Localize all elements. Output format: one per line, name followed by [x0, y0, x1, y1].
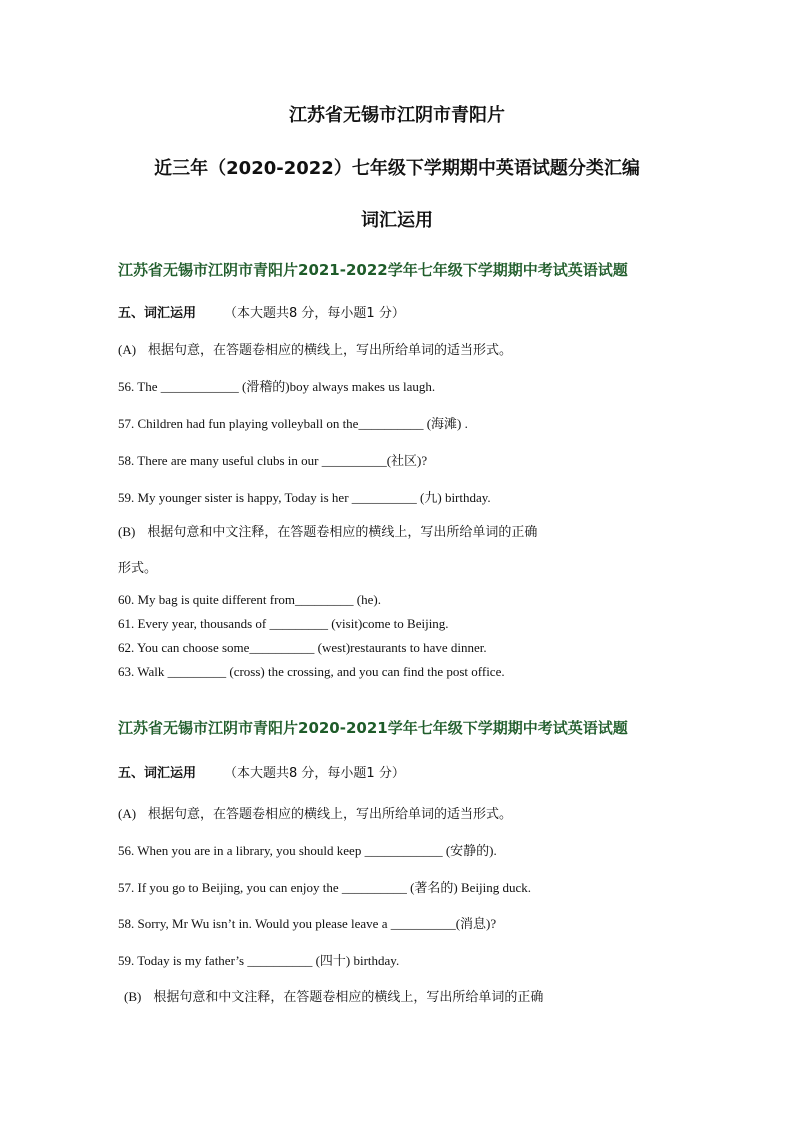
document-title-line2: 近三年（2020-2022）七年级下学期期中英语试题分类汇编 — [154, 158, 640, 179]
section2-part-title: 五、词汇运用 — [118, 766, 197, 781]
section1-a-text: 根据句意，在答题卷相应的横线上，写出所给单词的适当形式。 — [148, 343, 513, 358]
section1-question-57: 57. Children had fun playing volleyball on the__________ (海滩) . — [118, 416, 468, 431]
document-title-line3: 词汇运用 — [361, 210, 433, 231]
section1-question-63: 63. Walk _________ (cross) the crossing, and you can find the post office. — [118, 664, 505, 679]
document-title-line1: 江苏省无锡市江阴市青阳片 — [289, 105, 505, 126]
section2-part-note: （本大题共8 分，每小题1 分） — [224, 766, 405, 781]
section1-question-61: 61. Every year, thousands of _________ (visit)come to Beijing. — [118, 616, 449, 631]
section2-instruction-a — [118, 803, 512, 822]
section2-question-59: 59. Today is my father’s __________ (四十) birthday. — [118, 953, 400, 968]
section1-question-59: 59. My younger sister is happy, Today is her __________ (九) birthday. — [118, 490, 491, 505]
section2-a-text: 根据句意，在答题卷相应的横线上，写出所给单词的适当形式。 — [148, 807, 513, 822]
section2-question-57: 57. If you go to Beijing, you can enjoy the __________ (著名的) Beijing duck. — [118, 880, 532, 895]
section1-instruction-b-continued: 形式。 — [118, 561, 158, 576]
section2-question-58: 58. Sorry, Mr Wu isn’t in. Would you please leave a __________(消息)? — [118, 916, 497, 931]
section2-instruction-b — [124, 986, 543, 1005]
section1-part-title: 五、词汇运用 — [118, 306, 197, 321]
section1-instruction-a — [118, 339, 512, 358]
section2-heading: 江苏省无锡市江阴市青阳片2020-2021学年七年级下学期期中考试英语试题 — [118, 719, 628, 737]
section1-question-60: 60. My bag is quite different from_________ (he). — [118, 592, 381, 607]
section1-b-label: (B) — [118, 524, 136, 539]
section1-a-label: (A) — [118, 342, 137, 357]
section1-part-note: （本大题共8 分，每小题1 分） — [224, 306, 405, 321]
section1-question-62: 62. You can choose some__________ (west)restaurants to have dinner. — [118, 640, 487, 655]
section2-question-56: 56. When you are in a library, you should keep ____________ (安静的). — [118, 843, 497, 858]
section2-a-label: (A) — [118, 806, 137, 821]
section1-instruction-b — [118, 521, 537, 540]
section1-part-header — [118, 302, 405, 321]
section2-b-label: (B) — [124, 989, 142, 1004]
section2-part-header — [118, 762, 405, 781]
section1-question-56: 56. The ____________ (滑稽的)boy always makes us laugh. — [118, 379, 436, 394]
section2-b-text: 根据句意和中文注释，在答题卷相应的横线上，写出所给单词的正确 — [153, 990, 544, 1005]
section1-heading: 江苏省无锡市江阴市青阳片2021-2022学年七年级下学期期中考试英语试题 — [118, 261, 628, 279]
section1-b-text: 根据句意和中文注释，在答题卷相应的横线上，写出所给单词的正确 — [147, 525, 538, 540]
section1-question-58: 58. There are many useful clubs in our __________(社区)? — [118, 453, 428, 468]
